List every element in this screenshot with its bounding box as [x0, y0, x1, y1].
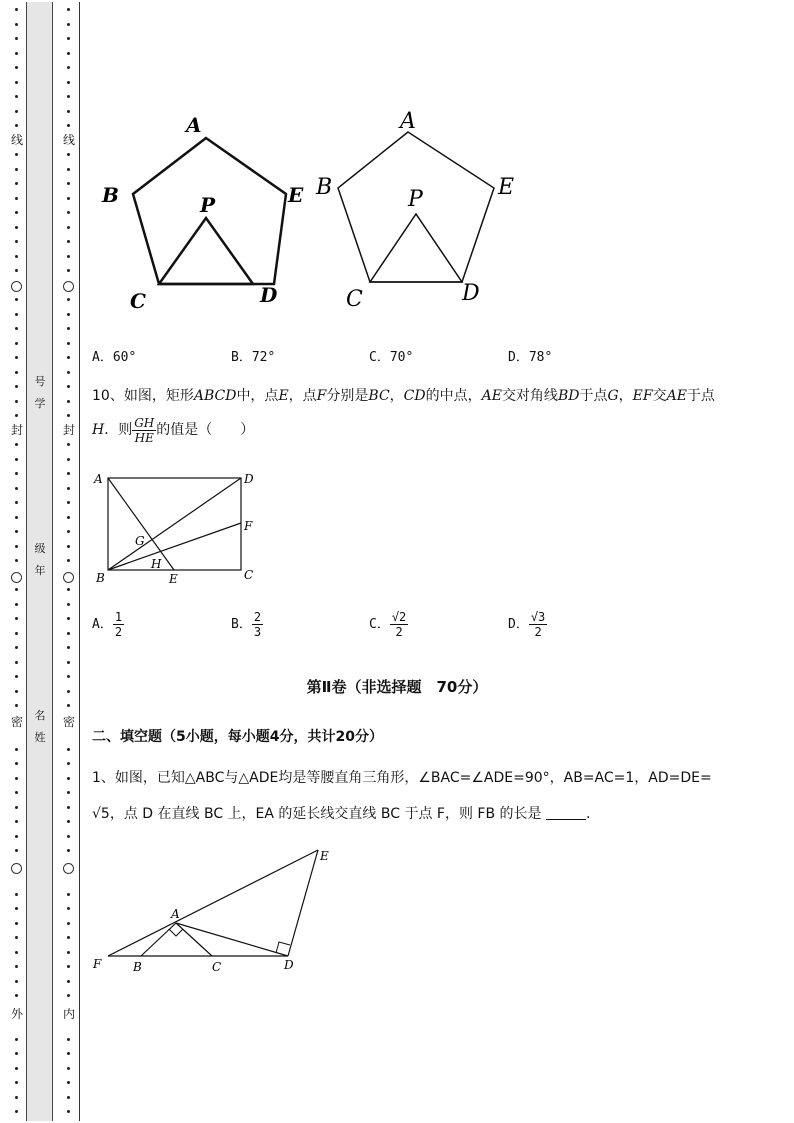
inner-char: 密	[62, 715, 75, 729]
student-info-label: 姓	[34, 731, 46, 744]
outer-char: 线	[10, 133, 23, 147]
q1-label-b: B	[133, 960, 142, 974]
q9-fig1-label-a: A	[186, 113, 202, 137]
q9-fig2-label-d: D	[462, 281, 480, 306]
q9-option-a[interactable]: A．60°	[92, 350, 137, 365]
inner-char: 内	[62, 1007, 75, 1021]
q9-fig2-label-a: A	[400, 109, 416, 134]
part-two-heading: 二、填空题（5小题，每小题4分，共计20分）	[92, 729, 383, 745]
answer-blank[interactable]	[546, 805, 586, 820]
binding-margin	[0, 0, 84, 1123]
q1-figure	[88, 840, 338, 984]
student-info-label: 学	[34, 397, 46, 410]
q9-fig1-label-c: C	[130, 289, 146, 313]
q10-option-c[interactable]: C． $\frac{√2}{2}$	[369, 610, 407, 639]
outer-char: 密	[10, 715, 23, 729]
q9-fig1-label-b: B	[102, 183, 119, 207]
q9-figure-2	[312, 108, 522, 318]
q10-label-d: D	[244, 472, 254, 486]
student-info-label: 名	[34, 709, 46, 722]
q10-label-g: G	[135, 534, 145, 548]
q9-option-b[interactable]: B．72°	[231, 350, 276, 365]
q1-question: 1、如图，已知△ABC与△ADE均是等腰直角三角形，∠BAC=∠ADE=90°，AB=AC=1，AD=DE= √5，点 D 在直线 BC 上，EA 的延长线交直线 BC 于点 F，则 FB 的长是 .	[92, 770, 712, 822]
q10-label-h: H	[151, 557, 162, 571]
q9-fig2-label-b: B	[316, 175, 333, 200]
q1-label-d: D	[284, 958, 294, 972]
student-info-labels	[0, 0, 84, 1123]
q10-label-c: C	[244, 568, 254, 582]
q10-label-e: E	[169, 572, 178, 586]
outer-char: 封	[10, 423, 23, 437]
section-title: 第Ⅱ卷（非选择题 70分）	[306, 678, 488, 696]
q10-question: 10、如图，矩形ABCD中，点E，点F分别是BC，CD的中点，AE交对角线BD于点G，EF交AE于点 H．则 $\frac{GH}{HE}$ 的值是（ ）	[92, 388, 715, 445]
inner-char: 封	[62, 423, 75, 437]
q10-figure	[90, 466, 270, 594]
q10-option-d[interactable]: D． $\frac{√3}{2}$	[508, 610, 546, 639]
q9-figure-1	[96, 110, 304, 324]
q1-label-f: F	[93, 957, 102, 971]
inner-char: 线	[62, 133, 75, 147]
q1-label-c: C	[212, 960, 222, 974]
q9-fig2-label-p: P	[408, 187, 423, 212]
q9-fig1-label-e: E	[288, 183, 304, 207]
q9-option-c[interactable]: C．70°	[369, 350, 414, 365]
q10-label-f: F	[244, 519, 253, 533]
q9-fig2-label-e: E	[498, 175, 515, 200]
q10-option-b[interactable]: B． $\frac{2}{3}$	[231, 610, 262, 639]
student-info-label: 级	[34, 542, 46, 555]
q9-fig2-label-c: C	[346, 287, 363, 312]
q1-label-e: E	[320, 849, 329, 863]
q9-fig1-label-p: P	[200, 193, 216, 217]
q10-label-b: B	[96, 571, 105, 585]
q1-label-a: A	[171, 907, 180, 921]
q9-option-d[interactable]: D．78°	[508, 350, 553, 365]
student-info-label: 号	[34, 375, 46, 388]
q10-label-a: A	[94, 472, 103, 486]
q9-fig1-label-d: D	[260, 283, 278, 307]
outer-char: 外	[10, 1007, 23, 1021]
q10-option-a[interactable]: A． $\frac{1}{2}$	[92, 610, 123, 639]
q10-fraction: $\frac{GH}{HE}$	[134, 415, 155, 445]
student-info-label: 年	[34, 564, 46, 577]
